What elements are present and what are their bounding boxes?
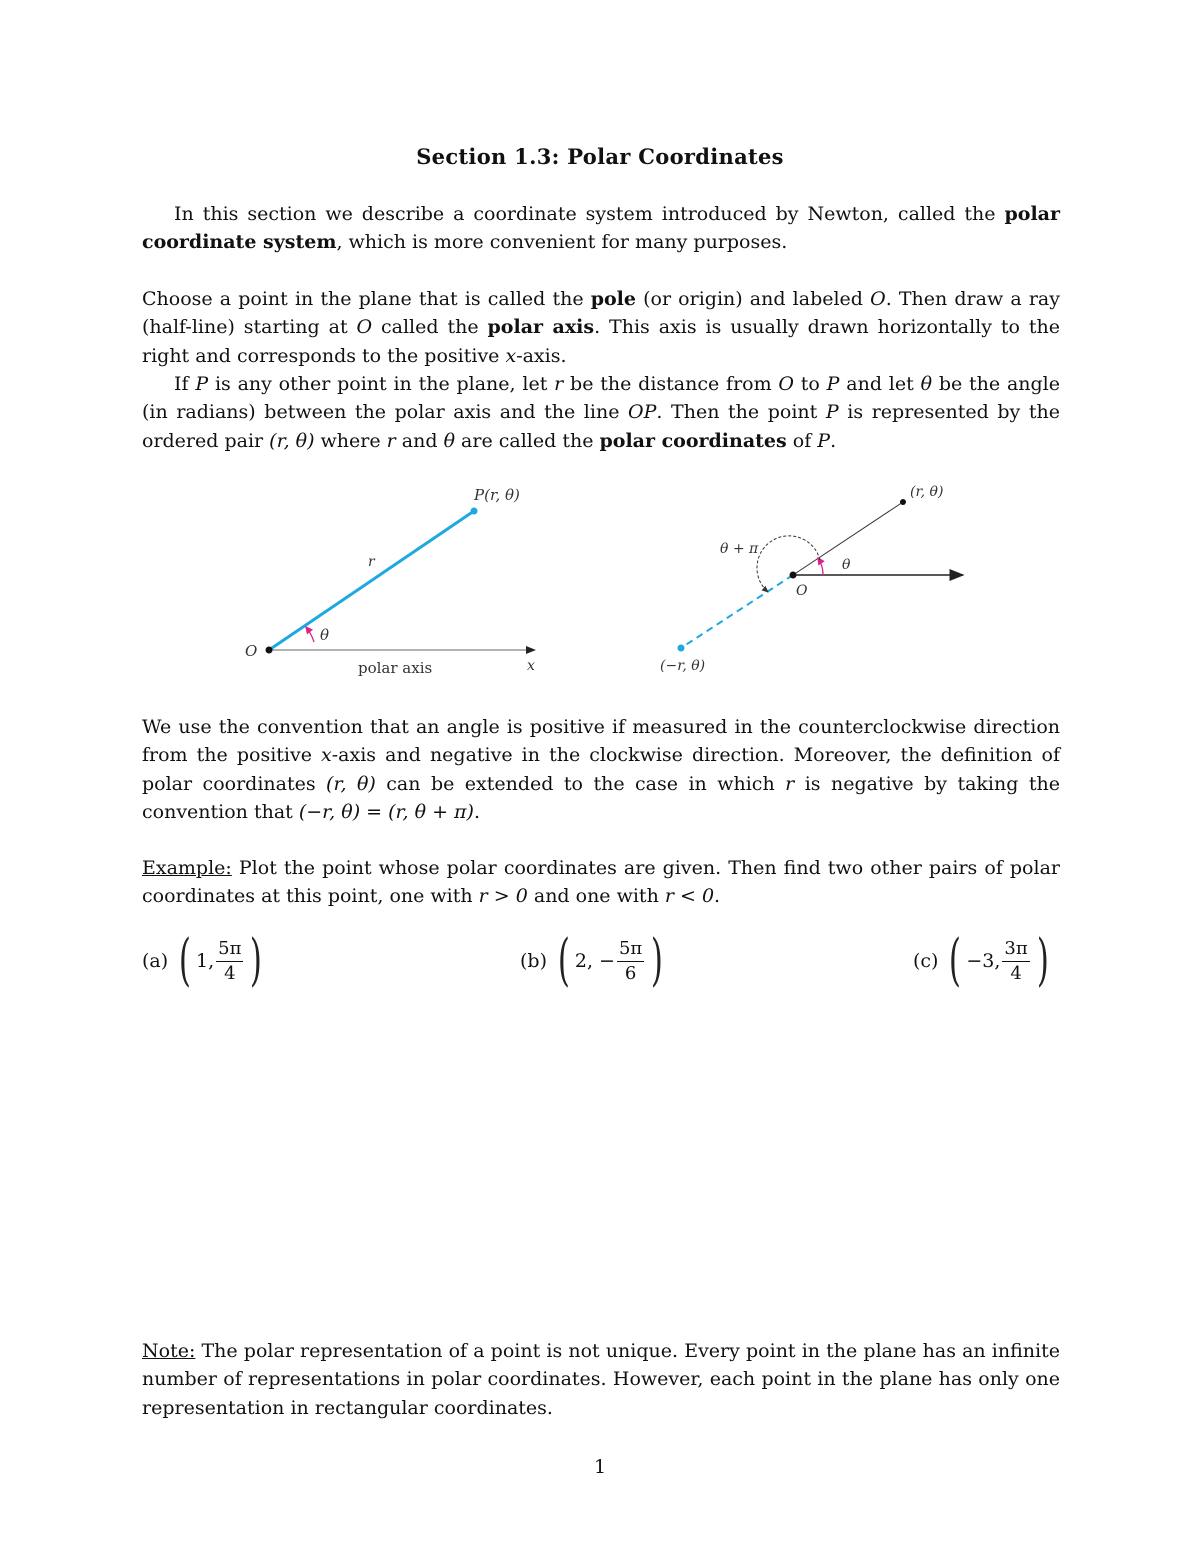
point-negative-r	[678, 645, 685, 652]
right-figure	[660, 484, 963, 674]
pole-O	[266, 647, 273, 654]
right-angle-theta-arc	[818, 558, 823, 575]
example-label: Example:	[142, 857, 232, 879]
pole-definition-paragraph: Choose a point in the plane that is called the pole (or origin) and labeled O. Then draw a ray (half-line) starting at O called the polar axis. This axis is usually drawn horizontally to the right and corresponds to the positive x-axis.	[142, 288, 1060, 367]
problem-lead: 1,	[196, 950, 215, 972]
label-negative-r-theta: (−r, θ)	[660, 658, 706, 674]
label-theta: θ	[320, 626, 330, 644]
ray-OP	[269, 511, 474, 650]
label-polar-axis: polar axis	[358, 659, 433, 677]
problem-fraction: $\frac{5\pi}{6}$	[618, 937, 643, 984]
label-r: r	[368, 554, 375, 570]
angle-theta-arc	[306, 627, 314, 642]
problem-b: (b) ( 2, − $\frac{5\pi}{6}$ )	[520, 928, 664, 993]
problem-label: (b)	[520, 950, 547, 972]
example-problems	[142, 926, 1060, 996]
example-paragraph: Example: Plot the point whose polar coordinates are given. Then find two other pairs of polar coordinates at this point, one with r > 0 and one with r < 0.	[142, 857, 1060, 908]
polar-figures	[0, 0, 1200, 700]
point-P	[471, 508, 478, 515]
problem-lead: 2, −	[574, 950, 615, 972]
note-label: Note:	[142, 1340, 196, 1362]
right-label-theta: θ	[842, 557, 851, 573]
ray-negative-r	[681, 575, 793, 648]
label-theta-plus-pi: θ + π	[720, 541, 759, 557]
problem-fraction: $\frac{5\pi}{4}$	[218, 937, 242, 984]
problem-fraction: $\frac{3\pi}{4}$	[1004, 937, 1028, 984]
page-number: 1	[593, 1456, 607, 1478]
problem-c: (c) ( −3, $\frac{3\pi}{4}$ )	[913, 928, 1049, 993]
note-paragraph: Note: The polar representation of a point is not unique. Every point in the plane has an infinite number of representations in polar coordinates. However, each point in the plane has only one representation in rectangular coordinates.	[142, 1340, 1060, 1419]
label-x: x	[527, 658, 535, 674]
label-r-theta: (r, θ)	[910, 484, 944, 500]
right-pole-O	[790, 572, 797, 579]
right-label-O: O	[796, 583, 808, 599]
left-figure	[245, 486, 535, 677]
problem-a: (a) ( 1, $\frac{5\pi}{4}$ )	[142, 928, 263, 993]
problem-label: (a)	[142, 950, 169, 972]
problem-label: (c)	[913, 950, 939, 972]
label-O: O	[245, 642, 258, 660]
point-r-theta	[900, 499, 906, 505]
convention-paragraph: We use the convention that an angle is positive if measured in the counterclockwise direction from the positive x-axis and negative in the clockwise direction. Moreover, the definition of polar coordinates (r, θ) can be extended to the case in which r is negative by taking the convention that (−r, θ) = (r, θ + π).	[142, 716, 1060, 823]
intro-paragraph: In this section we describe a coordinate system introduced by Newton, called the polar coordinate system, which is more convenient for many purposes.	[142, 203, 1060, 254]
polar-coordinates-definition-paragraph: If P is any other point in the plane, let r be the distance from O to P and let θ be the angle (in radians) between the polar axis and the line OP. Then the point P is represented by the ordered pair (r, θ) where r and θ are called the polar coordinates of P.	[142, 373, 1060, 452]
problem-lead: −3,	[966, 950, 1001, 972]
section-title: Section 1.3: Polar Coordinates	[416, 144, 784, 169]
label-P: P(r, θ)	[474, 486, 520, 504]
